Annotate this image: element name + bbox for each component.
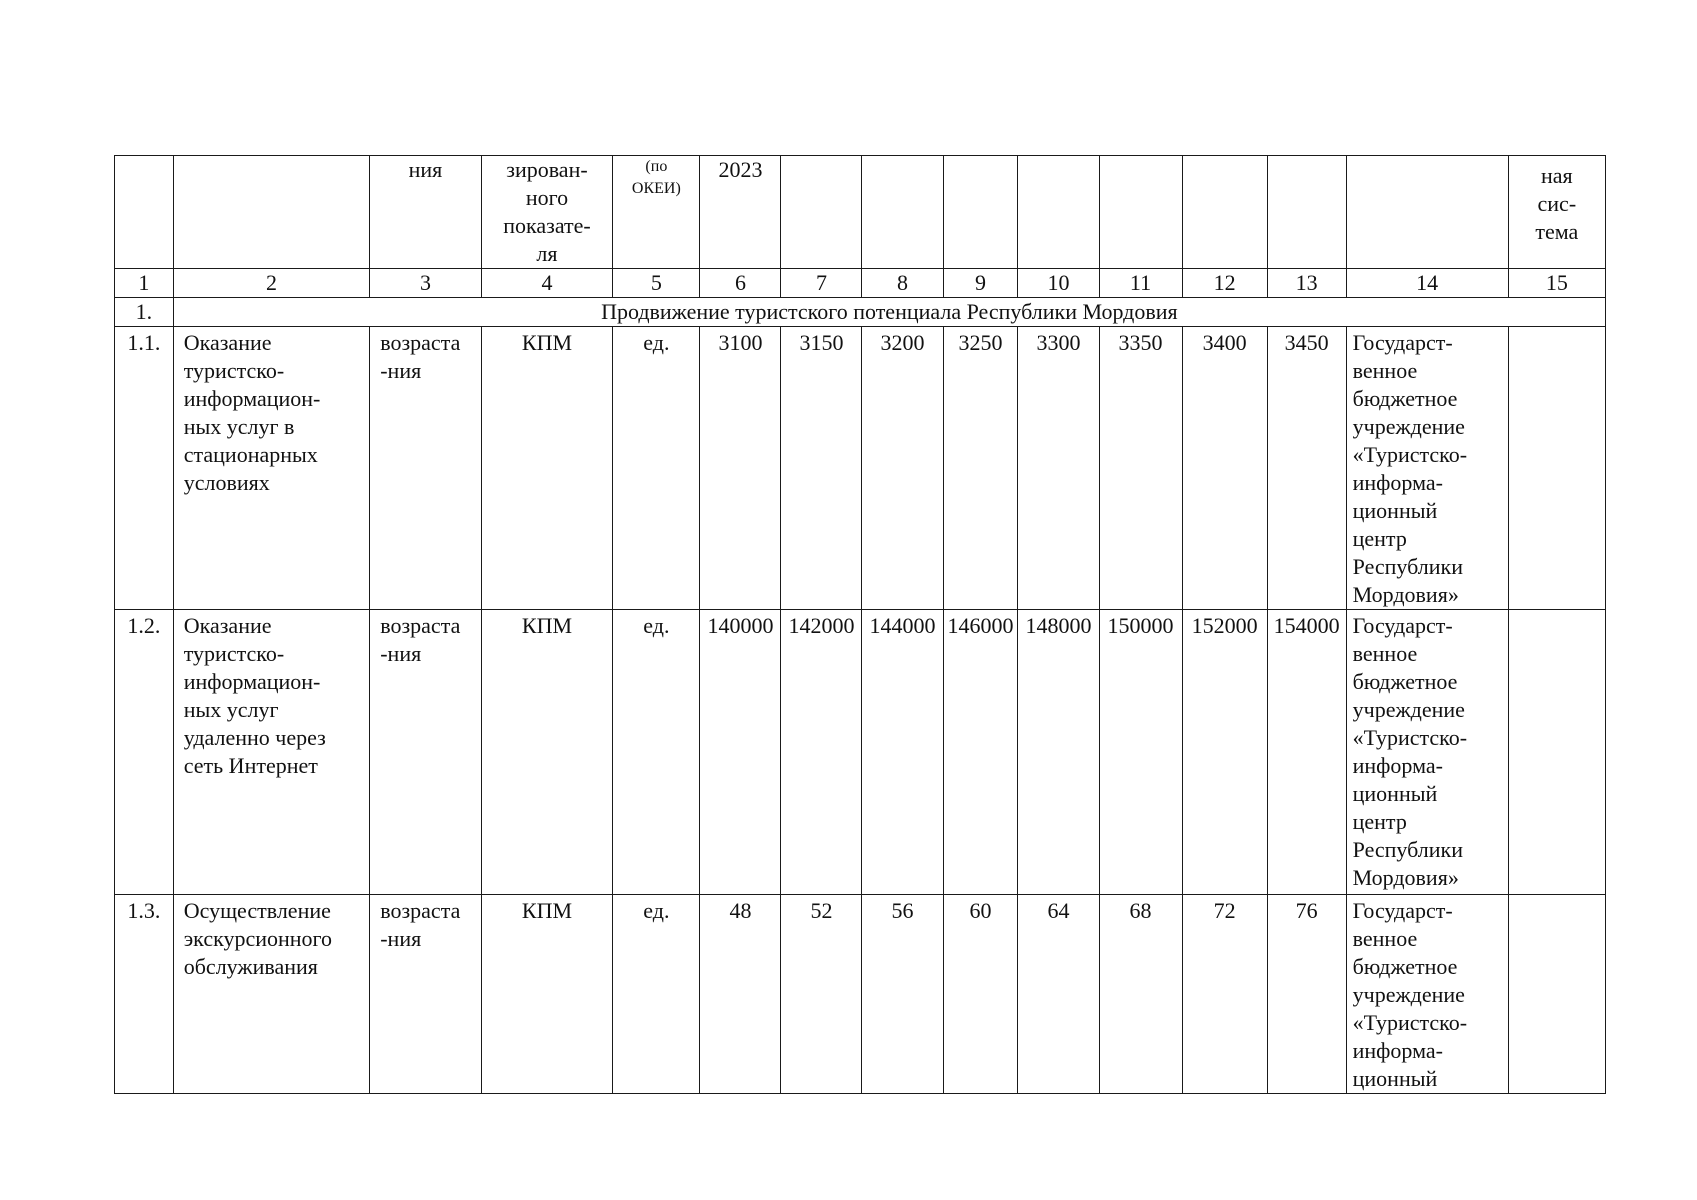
header-cell bbox=[1018, 156, 1099, 269]
column-number: 9 bbox=[943, 269, 1018, 298]
column-number: 6 bbox=[700, 269, 781, 298]
column-number: 1 bbox=[115, 269, 174, 298]
indicator-name: Оказание туристско- информацион- ных услуг удаленно через сеть Интернет bbox=[173, 610, 370, 895]
value-cell: 140000 bbox=[700, 610, 781, 895]
header-cell: зирован- ного показате- ля bbox=[481, 156, 613, 269]
value-cell: 150000 bbox=[1099, 610, 1182, 895]
header-cell bbox=[1182, 156, 1267, 269]
indicator-unit: ед. bbox=[613, 895, 700, 1094]
column-number: 4 bbox=[481, 269, 613, 298]
table-row bbox=[115, 610, 1606, 895]
value-cell: 144000 bbox=[862, 610, 943, 895]
value-cell: 154000 bbox=[1267, 610, 1346, 895]
header-cell bbox=[173, 156, 370, 269]
column-number: 8 bbox=[862, 269, 943, 298]
column-number: 10 bbox=[1018, 269, 1099, 298]
indicator-unit: ед. bbox=[613, 327, 700, 610]
value-cell: 72 bbox=[1182, 895, 1267, 1094]
value-cell: 3250 bbox=[943, 327, 1018, 610]
indicator-direction: возраста -ния bbox=[370, 327, 481, 610]
indicators-table bbox=[114, 155, 1606, 1094]
row-number: 1.1. bbox=[115, 327, 174, 610]
section-row bbox=[115, 298, 1606, 327]
column-number: 3 bbox=[370, 269, 481, 298]
column-number: 7 bbox=[781, 269, 862, 298]
table-row bbox=[115, 895, 1606, 1094]
value-cell: 3450 bbox=[1267, 327, 1346, 610]
column-numbers-row bbox=[115, 269, 1606, 298]
column-number: 14 bbox=[1346, 269, 1508, 298]
table-row bbox=[115, 327, 1606, 610]
value-cell: 152000 bbox=[1182, 610, 1267, 895]
column-number: 11 bbox=[1099, 269, 1182, 298]
header-cell: 2023 bbox=[700, 156, 781, 269]
value-cell: 142000 bbox=[781, 610, 862, 895]
column-number: 15 bbox=[1508, 269, 1605, 298]
indicator-type: КПМ bbox=[481, 327, 613, 610]
header-cell bbox=[781, 156, 862, 269]
value-cell: 3350 bbox=[1099, 327, 1182, 610]
value-cell: 64 bbox=[1018, 895, 1099, 1094]
value-cell: 3300 bbox=[1018, 327, 1099, 610]
indicator-direction: возраста -ния bbox=[370, 610, 481, 895]
value-cell: 60 bbox=[943, 895, 1018, 1094]
value-cell: 3400 bbox=[1182, 327, 1267, 610]
header-cell bbox=[862, 156, 943, 269]
value-cell: 148000 bbox=[1018, 610, 1099, 895]
row-number: 1.3. bbox=[115, 895, 174, 1094]
value-cell: 56 bbox=[862, 895, 943, 1094]
section-number: 1. bbox=[115, 298, 174, 327]
responsible-organization: Государст- венное бюджетное учреждение «Туристско- информа- ционный bbox=[1346, 895, 1508, 1094]
header-cell bbox=[1267, 156, 1346, 269]
value-cell: 3100 bbox=[700, 327, 781, 610]
indicator-direction: возраста -ния bbox=[370, 895, 481, 1094]
indicator-type: КПМ bbox=[481, 895, 613, 1094]
header-cell bbox=[943, 156, 1018, 269]
header-cell bbox=[1099, 156, 1182, 269]
header-cell: ная сис- тема bbox=[1508, 156, 1605, 269]
responsible-organization: Государст- венное бюджетное учреждение «Туристско- информа- ционный центр Республики Мордовия» bbox=[1346, 610, 1508, 895]
header-cell bbox=[1346, 156, 1508, 269]
header-cell: (по ОКЕИ) bbox=[613, 156, 700, 269]
value-cell: 3200 bbox=[862, 327, 943, 610]
column-number: 13 bbox=[1267, 269, 1346, 298]
responsible-organization: Государст- венное бюджетное учреждение «Туристско- информа- ционный центр Республики Мордовия» bbox=[1346, 327, 1508, 610]
value-cell: 76 bbox=[1267, 895, 1346, 1094]
information-system bbox=[1508, 895, 1605, 1094]
header-continuation-row bbox=[115, 156, 1606, 269]
information-system bbox=[1508, 610, 1605, 895]
indicator-name: Оказание туристско- информацион- ных услуг в стационарных условиях bbox=[173, 327, 370, 610]
value-cell: 52 bbox=[781, 895, 862, 1094]
row-number: 1.2. bbox=[115, 610, 174, 895]
header-cell: ния bbox=[370, 156, 481, 269]
information-system bbox=[1508, 327, 1605, 610]
value-cell: 48 bbox=[700, 895, 781, 1094]
section-title: Продвижение туристского потенциала Республики Мордовия bbox=[173, 298, 1605, 327]
value-cell: 3150 bbox=[781, 327, 862, 610]
value-cell: 68 bbox=[1099, 895, 1182, 1094]
value-cell: 146000 bbox=[943, 610, 1018, 895]
header-cell bbox=[115, 156, 174, 269]
indicator-name: Осуществление экскурсионного обслуживания bbox=[173, 895, 370, 1094]
column-number: 2 bbox=[173, 269, 370, 298]
column-number: 5 bbox=[613, 269, 700, 298]
column-number: 12 bbox=[1182, 269, 1267, 298]
indicator-unit: ед. bbox=[613, 610, 700, 895]
indicator-type: КПМ bbox=[481, 610, 613, 895]
